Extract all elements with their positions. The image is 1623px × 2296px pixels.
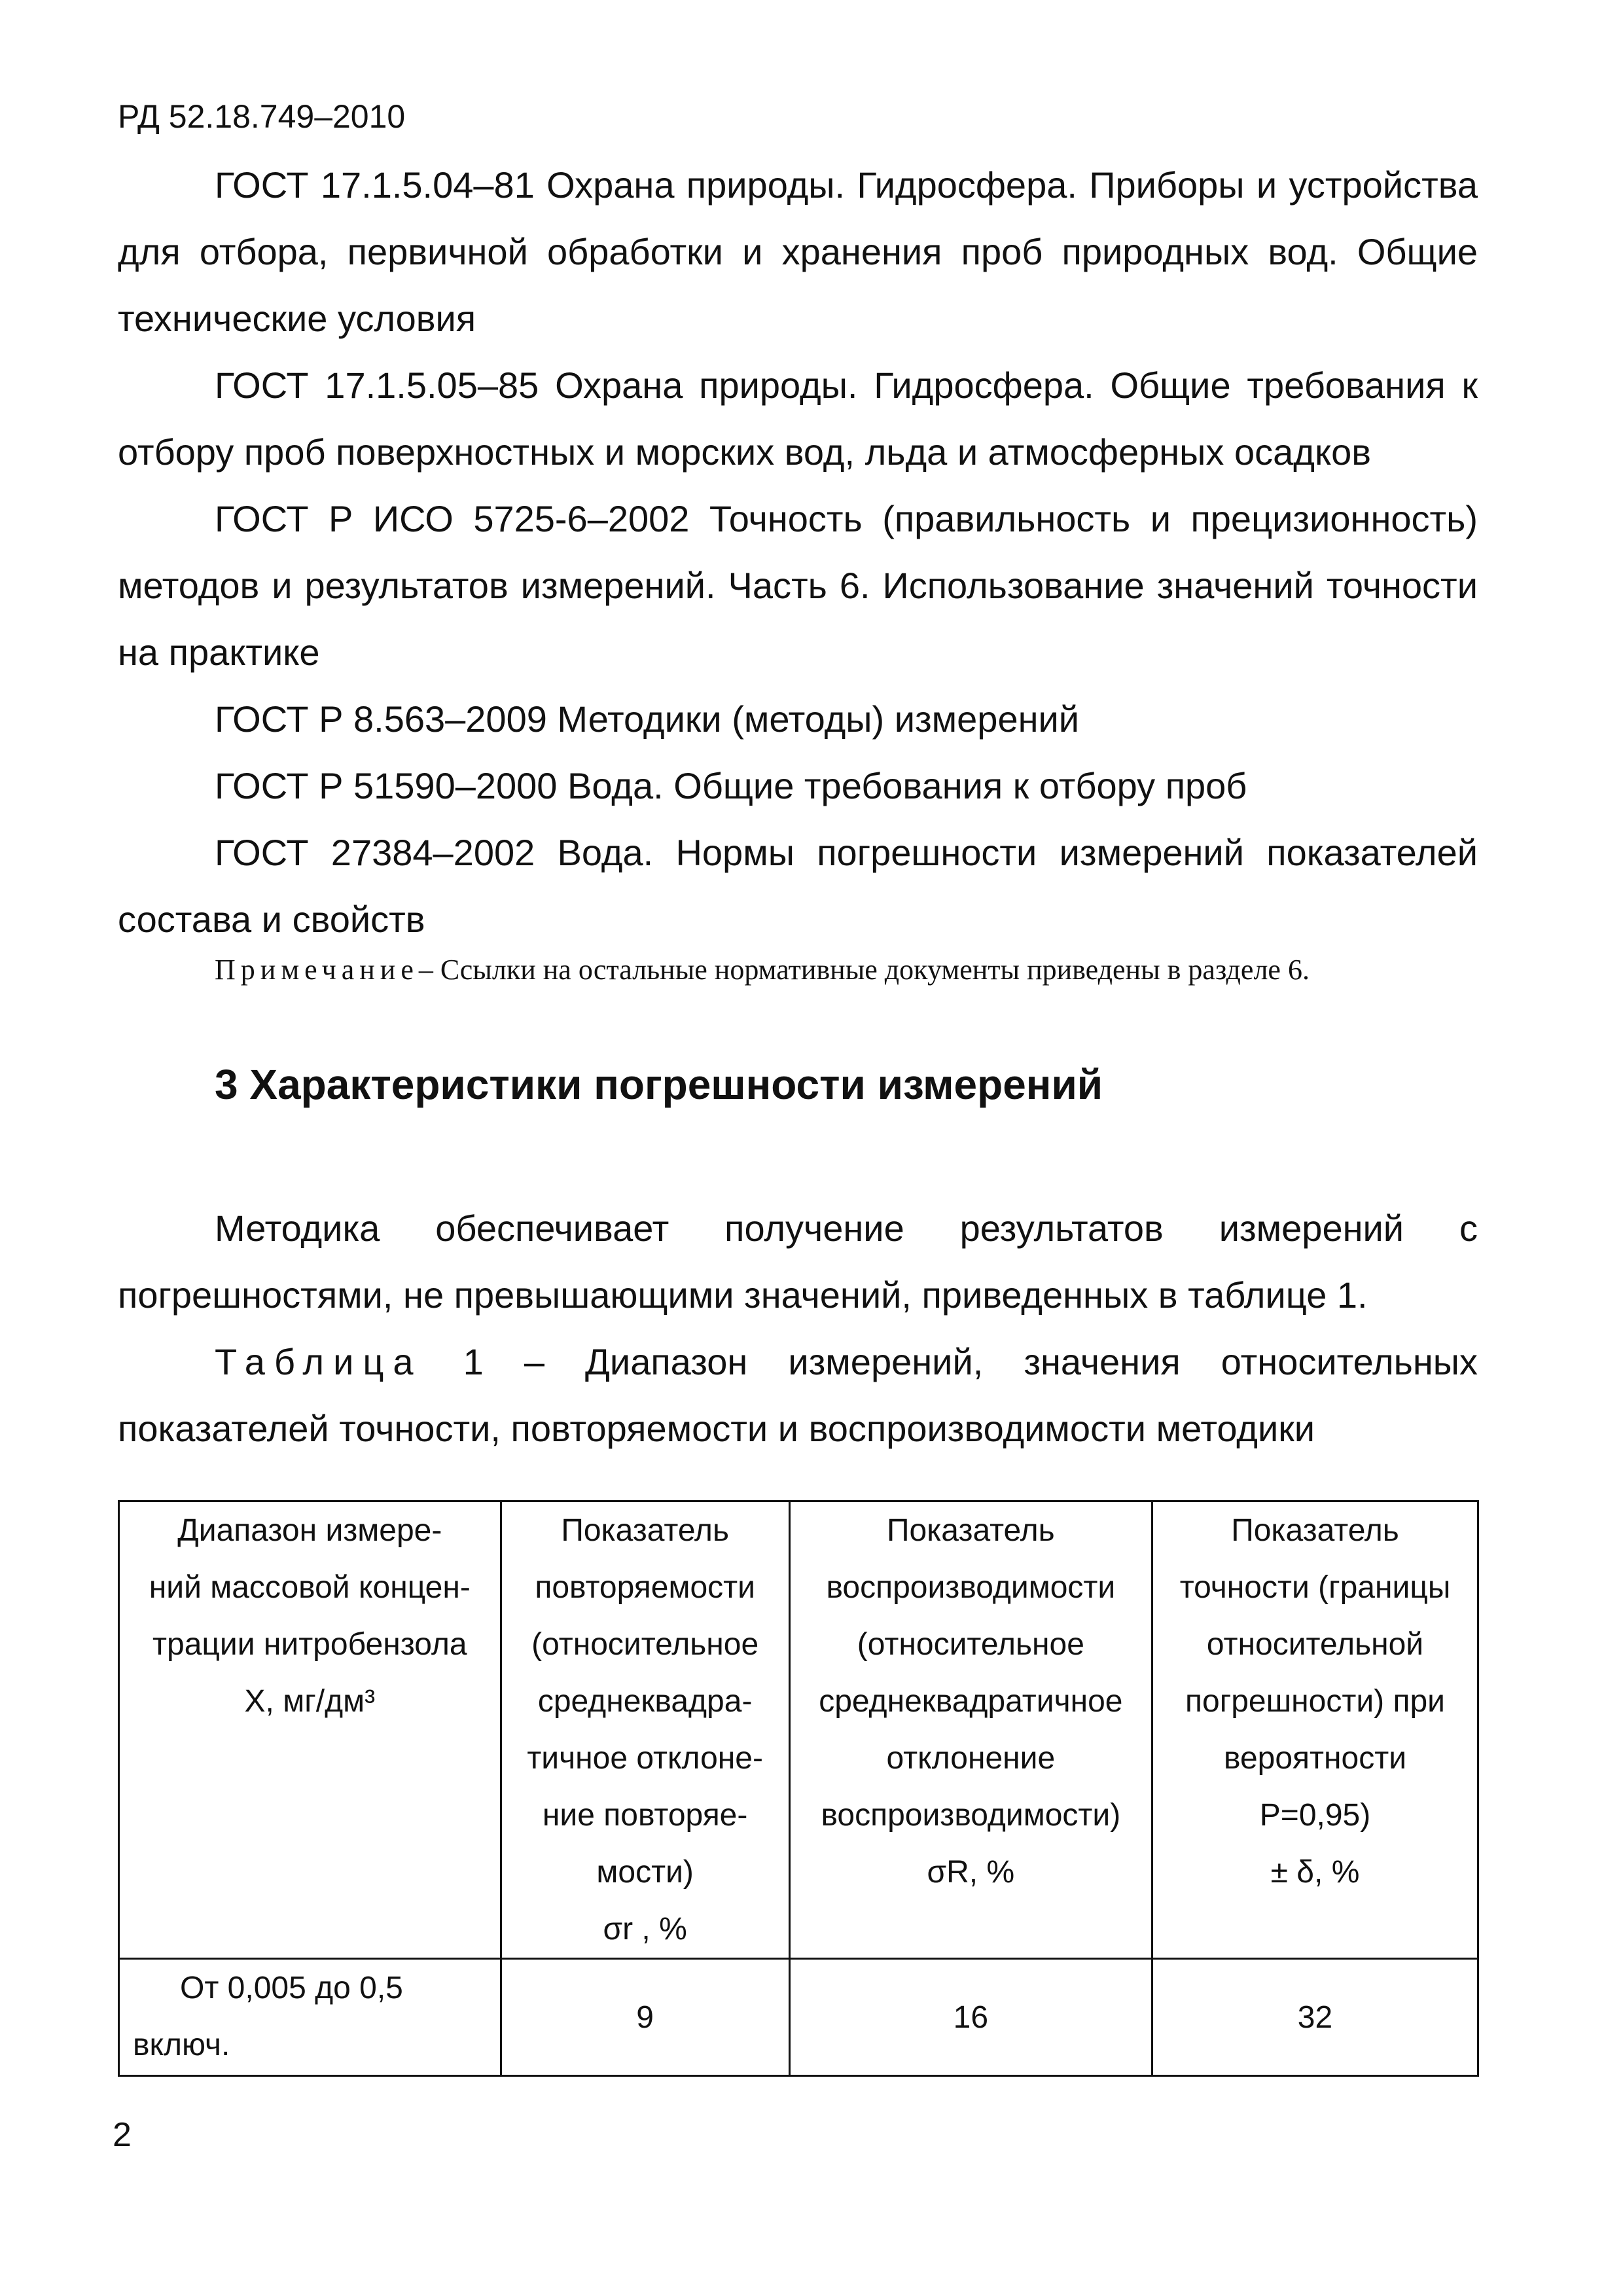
table-caption-label: Таблица	[215, 1341, 423, 1382]
table-header-row	[119, 1501, 1478, 1959]
cell-reproducibility: 16	[789, 1959, 1152, 2076]
table-caption-text: 1 – Диапазон измерений, значения относительных показателей точности, повторяемости и воспроизводимости методики	[118, 1341, 1478, 1449]
reference-gost-r-iso-5725-6: ГОСТ Р ИСО 5725-6–2002 Точность (правильность и прецизионность) методов и результатов измерений. Часть 6. Использование значений точности на практике	[118, 498, 1478, 673]
reference-gost-27384: ГОСТ 27384–2002 Вода. Нормы погрешности измерений показателей состава и свойств	[118, 832, 1478, 940]
header-accuracy: Показатель точности (границы относительной погрешности) при вероятности P=0,95) ± δ, %	[1152, 1501, 1478, 1959]
note-text: – Ссылки на остальные нормативные документы приведены в разделе 6.	[418, 954, 1310, 986]
reference-gost-17-1-5-05: ГОСТ 17.1.5.05–85 Охрана природы. Гидросфера. Общие требования к отбору проб поверхностных и морских вод, льда и атмосферных осадков	[118, 365, 1478, 473]
header-repeatability: Показатель повторяемости (относительное среднеквадра- тичное отклоне- ние повторяе- мости) σr , %	[501, 1501, 789, 1959]
table-caption	[118, 1329, 1478, 1462]
section-title: 3 Характеристики погрешности измерений	[215, 1061, 1103, 1108]
cell-accuracy: 32	[1152, 1959, 1478, 2076]
reference-note	[215, 950, 1310, 990]
reference-gost-r-51590: ГОСТ Р 51590–2000 Вода. Общие требования к отбору проб	[215, 765, 1247, 806]
page-number: 2	[113, 2116, 132, 2154]
reference-gost-r-8-563: ГОСТ Р 8.563–2009 Методики (методы) измерений	[215, 698, 1080, 740]
reference-gost-17-1-5-04: ГОСТ 17.1.5.04–81 Охрана природы. Гидросфера. Приборы и устройства для отбора, первичной обработки и хранения проб природных вод. Общие технические условия	[118, 164, 1478, 339]
header-range: Диапазон измере- ний массовой концен- трации нитробензола X, мг/дм³	[119, 1501, 501, 1959]
note-label: Примечание	[215, 954, 419, 986]
cell-range: От 0,005 до 0,5 включ.	[119, 1959, 501, 2076]
table-row	[119, 1959, 1478, 2076]
document-code-header: РД 52.18.749–2010	[118, 98, 406, 135]
accuracy-table	[118, 1500, 1479, 2077]
section-intro: Методика обеспечивает получение результатов измерений с погрешностями, не превышающими значений, приведенных в таблице 1.	[118, 1208, 1478, 1316]
cell-repeatability: 9	[501, 1959, 789, 2076]
header-reproducibility: Показатель воспроизводимости (относительное среднеквадратичное отклонение воспроизводимости) σR, %	[789, 1501, 1152, 1959]
